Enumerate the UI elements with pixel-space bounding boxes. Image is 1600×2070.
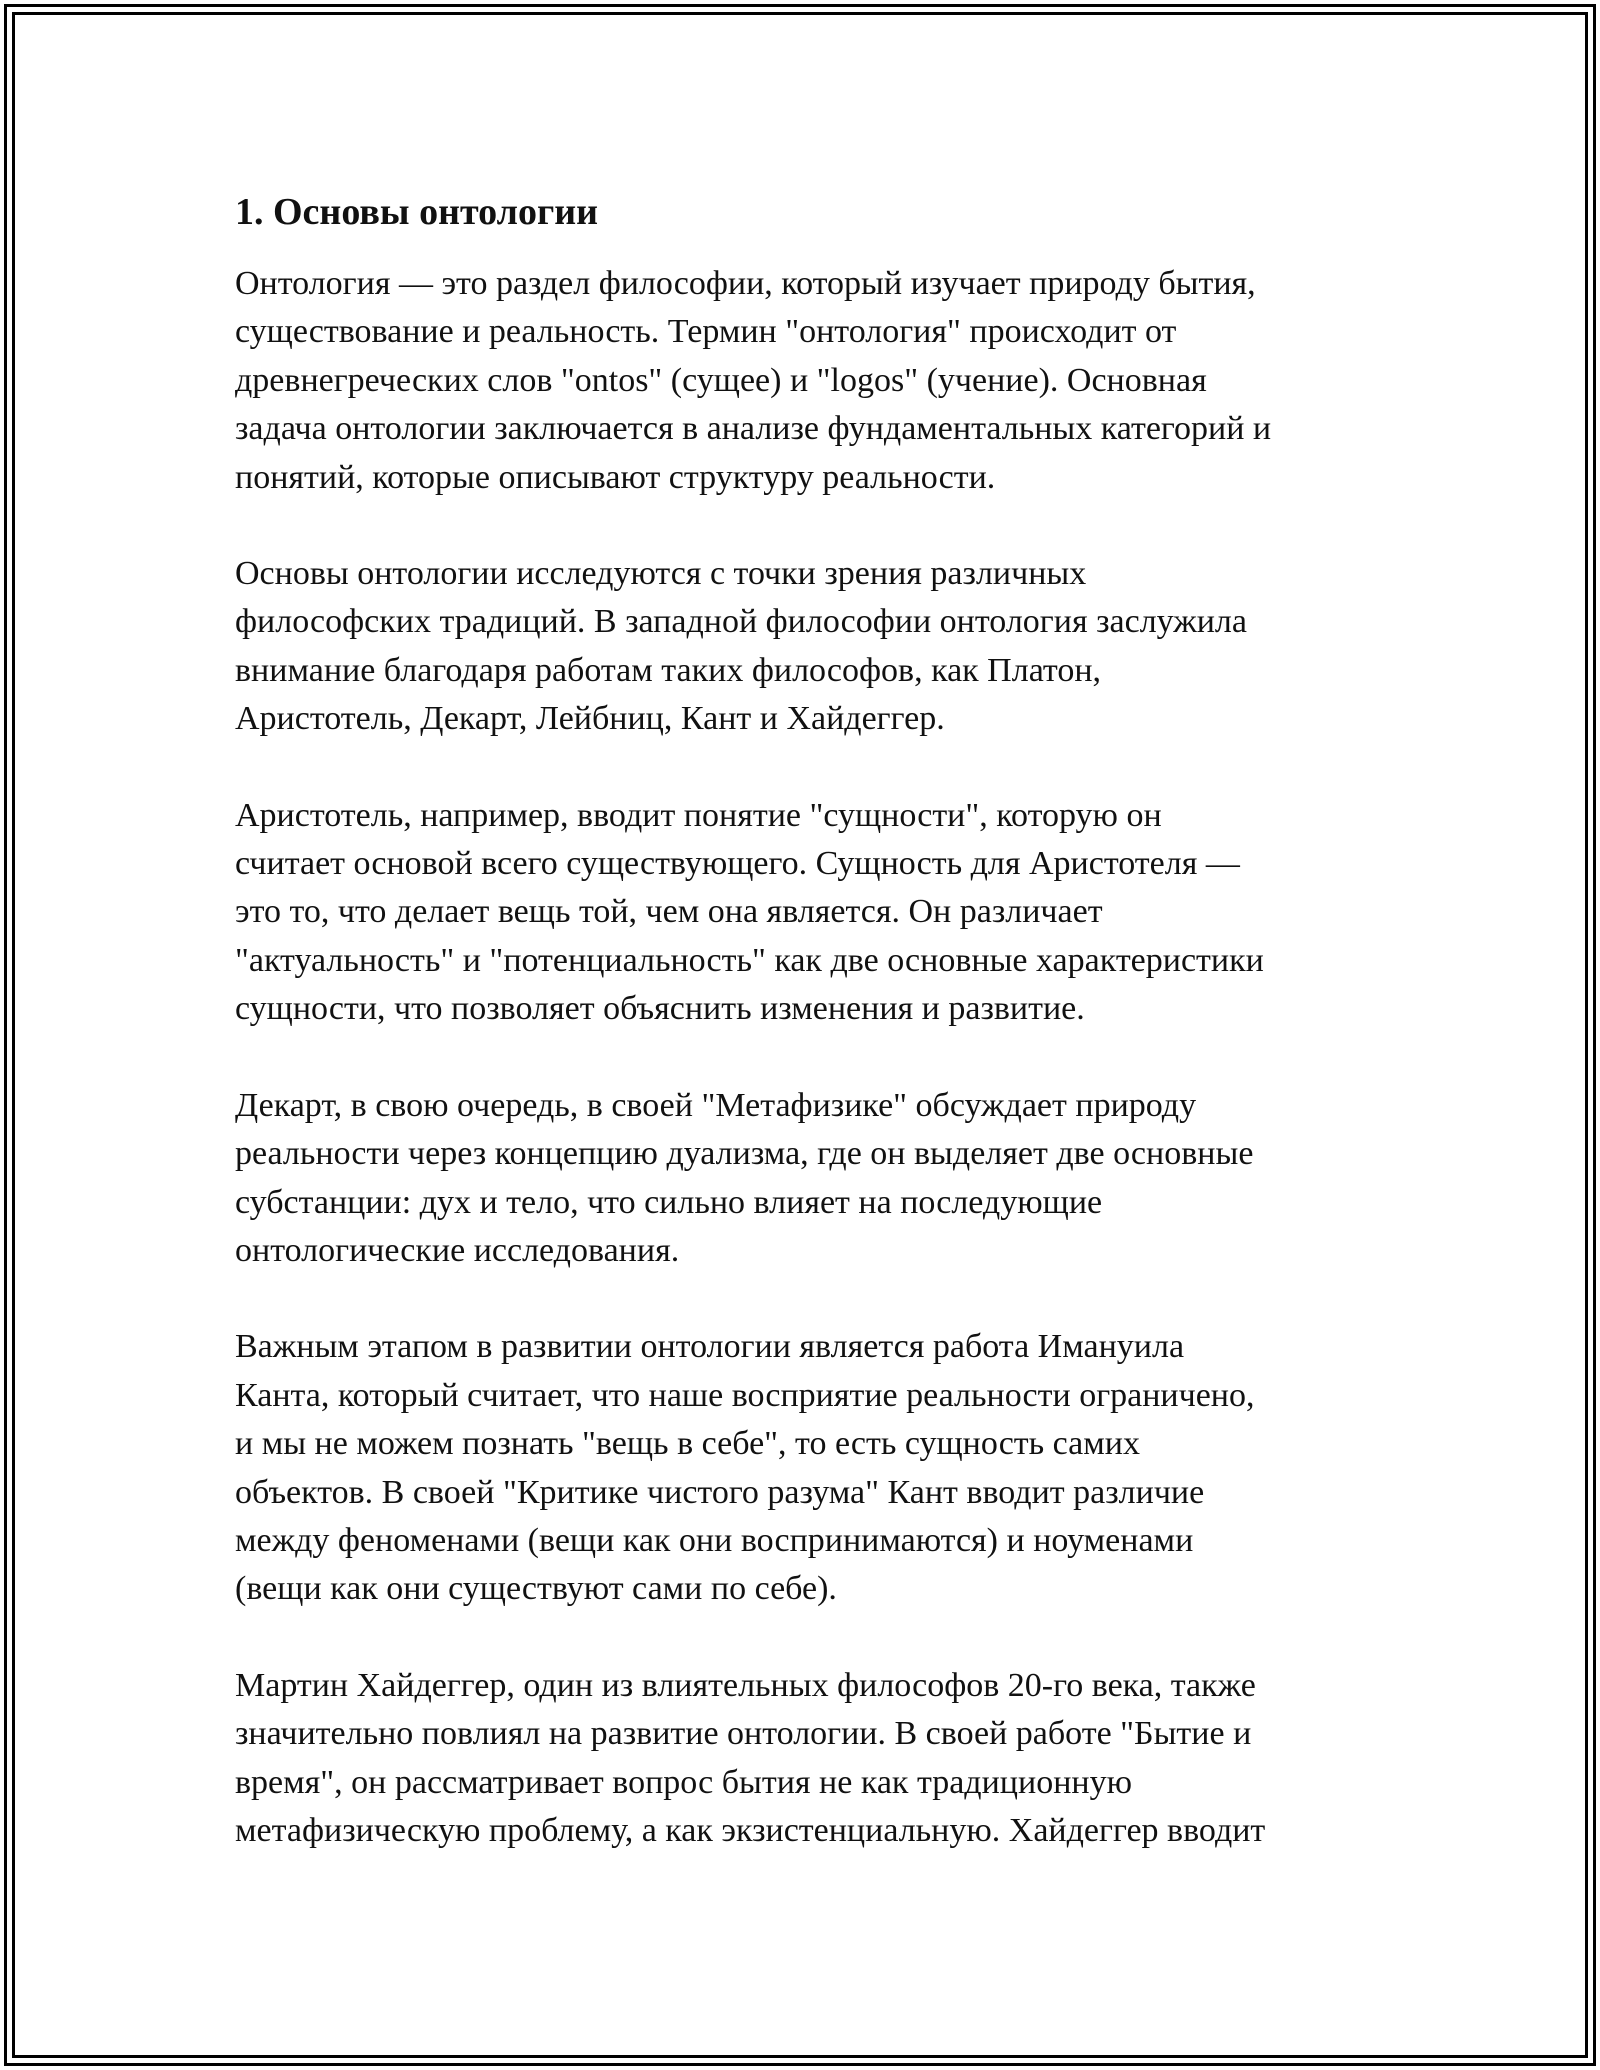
text-line: реальности через концепцию дуализма, где он выделяет две основные	[235, 1135, 1254, 1173]
text-line: объектов. В своей "Критике чистого разума" Кант вводит различие	[235, 1473, 1205, 1511]
text-line: Декарт, в свою очередь, в своей "Метафизике" обсуждает природу	[235, 1086, 1197, 1124]
text-line: существование и реальность. Термин "онтология" происходит от	[235, 313, 1177, 351]
paragraph-6	[235, 1662, 1365, 1856]
text-line: Онтология — это раздел философии, который изучает природу бытия,	[235, 265, 1256, 302]
text-line: Аристотель, например, вводит понятие "сущности", которую он	[235, 796, 1162, 834]
text-line: и мы не можем познать "вещь в себе", то есть сущность самих	[235, 1425, 1140, 1463]
paragraph-1	[235, 260, 1365, 502]
text-line: это то, что делает вещь той, чем она является. Он различает	[235, 893, 1103, 931]
text-line: значительно повлиял на развитие онтологии. В своей работе "Бытие и	[235, 1715, 1252, 1753]
text-line: между феноменами (вещи как они воспринимаются) и ноуменами	[235, 1521, 1194, 1559]
text-line: Канта, который считает, что наше восприятие реальности ограничено,	[235, 1376, 1255, 1414]
text-line: (вещи как они существуют сами по себе).	[235, 1570, 837, 1608]
paragraph-5	[235, 1323, 1365, 1613]
text-line: Важным этапом в развитии онтологии является работа Имануила	[235, 1328, 1185, 1366]
text-line: Аристотель, Декарт, Лейбниц, Кант и Хайдеггер.	[235, 700, 945, 738]
text-line: сущности, что позволяет объяснить изменения и развитие.	[235, 990, 1085, 1028]
text-line: Основы онтологии исследуются с точки зрения различных	[235, 555, 1087, 593]
text-line: онтологические исследования.	[235, 1231, 680, 1269]
text-line: внимание благодаря работам таких философов, как Платон,	[235, 651, 1102, 689]
text-line: субстанции: дух и тело, что сильно влияет на последующие	[235, 1183, 1103, 1221]
section-heading: 1. Основы онтологии	[235, 191, 598, 233]
text-line: время", он рассматривает вопрос бытия не как традиционную	[235, 1763, 1132, 1801]
text-line: древнегреческих слов "ontos" (сущее) и "logos" (учение). Основная	[235, 361, 1207, 399]
text-line: Мартин Хайдеггер, один из влиятельных философов 20-го века, также	[235, 1666, 1256, 1704]
text-line: "актуальность" и "потенциальность" как две основные характеристики	[235, 941, 1264, 979]
text-line: задача онтологии заключается в анализе фундаментальных категорий и	[235, 410, 1272, 448]
text-line: считает основой всего существующего. Сущность для Аристотеля —	[235, 845, 1240, 883]
text-line: понятий, которые описывают структуру реальности.	[235, 458, 996, 496]
document-body	[235, 186, 1365, 1903]
paragraph-2	[235, 550, 1365, 744]
text-line: метафизическую проблему, а как экзистенциальную. Хайдеггер вводит	[235, 1811, 1266, 1849]
paragraph-3	[235, 792, 1365, 1034]
text-line: философских традиций. В западной философии онтология заслужила	[235, 603, 1247, 641]
paragraph-4	[235, 1082, 1365, 1276]
